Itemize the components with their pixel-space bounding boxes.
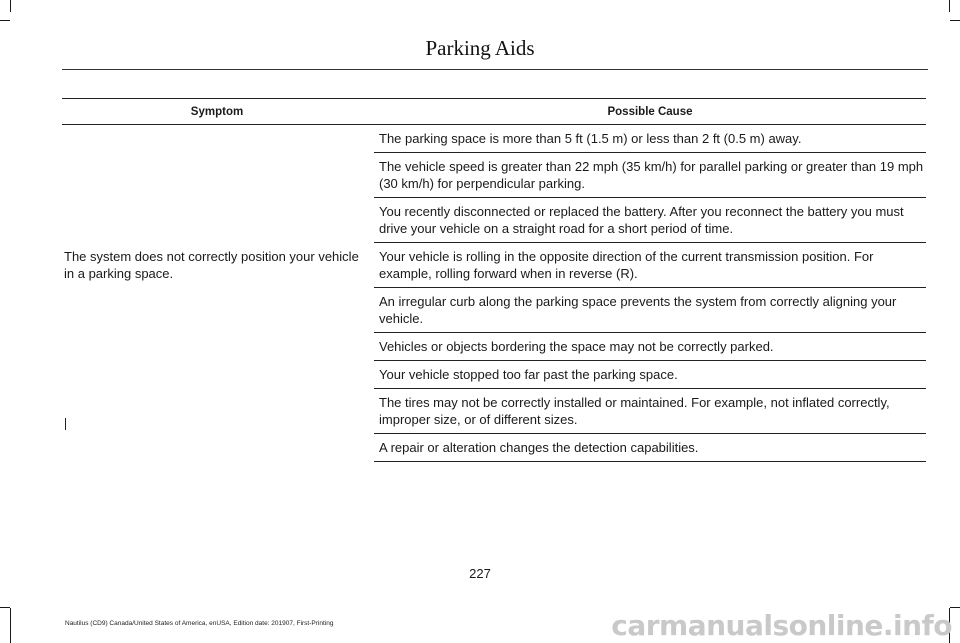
title-divider	[62, 69, 928, 70]
symptom-cell	[62, 125, 374, 243]
crop-mark	[0, 20, 10, 21]
page-number: 227	[469, 566, 491, 581]
page-title: Parking Aids	[425, 36, 535, 60]
watermark: carmanualsonline.info	[611, 609, 952, 642]
cause-cell: Vehicles or objects bordering the space may not be correctly parked.	[374, 333, 926, 361]
cause-cell: A repair or alteration changes the detection capabilities.	[374, 434, 926, 462]
cause-cell: You recently disconnected or replaced the battery. After you reconnect the battery you must drive your vehicle on a straight road for a short period of time.	[374, 198, 926, 243]
crop-mark	[950, 20, 960, 21]
crop-mark	[949, 0, 950, 12]
header-possible-cause: Possible Cause	[607, 106, 693, 118]
cause-list	[374, 243, 926, 462]
crop-mark	[0, 607, 10, 608]
cause-list	[374, 125, 926, 243]
table-header	[62, 98, 926, 125]
edition-footer: Nautilus (CD9) Canada/United States of America, enUSA, Edition date: 201907, First-Printing	[65, 620, 334, 627]
crop-mark	[950, 607, 960, 608]
cause-cell: The parking space is more than 5 ft (1.5 m) or less than 2 ft (0.5 m) away.	[374, 125, 926, 153]
cause-cell: Your vehicle stopped too far past the parking space.	[374, 361, 926, 389]
header-symptom: Symptom	[190, 106, 244, 118]
symptom-cause-table	[62, 98, 926, 462]
cause-cell: Your vehicle is rolling in the opposite direction of the current transmission position. For example, rolling forward when in reverse (R).	[374, 243, 926, 288]
crop-mark	[10, 0, 11, 12]
symptom-cell: The system does not correctly position your vehicle in a parking space.	[64, 249, 359, 281]
cause-cell: An irregular curb along the parking space prevents the system from correctly aligning your vehicle.	[374, 288, 926, 333]
crop-mark	[10, 608, 11, 643]
table-continuation-rule	[65, 418, 66, 430]
cause-cell: The vehicle speed is greater than 22 mph (35 km/h) for parallel parking or greater than 19 mph (30 km/h) for perpendicular parking.	[374, 153, 926, 198]
table-row-group	[62, 125, 926, 243]
cause-cell: The tires may not be correctly installed or maintained. For example, not inflated correctly, improper size, or of different sizes.	[374, 389, 926, 434]
table-row-group	[62, 243, 926, 462]
